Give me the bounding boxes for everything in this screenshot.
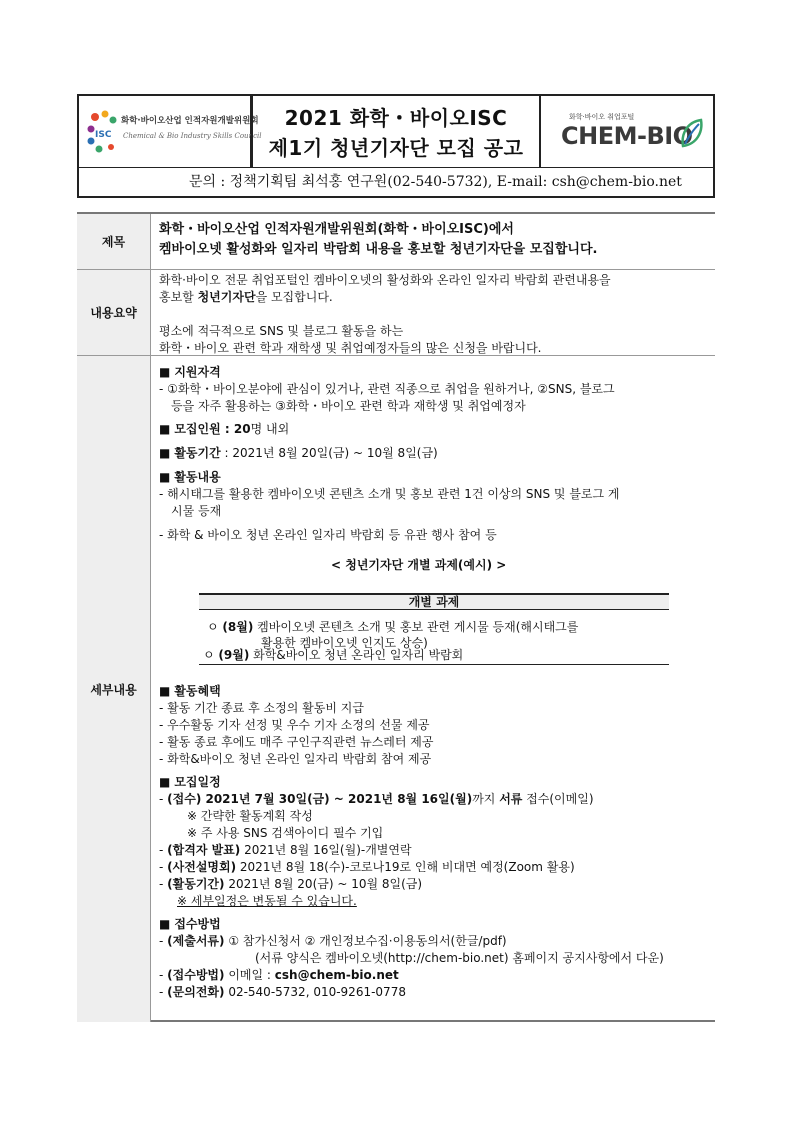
chem-bio-tagline: 화학·바이오 취업포털 — [569, 113, 635, 121]
schedule-item-4: - (활동기간) 2021년 8월 20(금) ~ 10월 8일(금) — [159, 877, 423, 891]
summary-line-1: 화학·바이오 전문 취업포털인 켐바이오넷의 활성화와 온라인 일자리 박람회 관련내용을 — [159, 273, 611, 287]
subject-row — [77, 214, 715, 270]
recruit-count: ■ 모집인원 : 20명 내외 — [159, 422, 290, 436]
benefit-heading: ■ 활동혜택 — [159, 684, 221, 698]
chem-bio-leaf-icon — [675, 116, 709, 150]
schedule-warning: ※ 세부일정은 변동될 수 있습니다. — [177, 894, 357, 908]
details-row — [77, 356, 715, 1022]
qualification-line-1: - ①화학・바이오분야에 관심이 있거나, 관련 직종으로 취업을 원하거나, ②SNS, 블로그 — [159, 382, 615, 396]
activity-line-1: - 해시태그를 활용한 켐바이오넷 콘텐츠 소개 및 홍보 관련 1건 이상의 SNS 및 블로그 게 — [159, 487, 620, 501]
schedule-note-2: ※ 주 사용 SNS 검색아이디 필수 기입 — [187, 826, 384, 840]
summary-content — [151, 270, 715, 357]
summary-line-3: 평소에 적극적으로 SNS 및 블로그 활동을 하는 — [159, 324, 404, 338]
isc-mark-icon — [83, 107, 123, 157]
activity-line-3: - 화학 & 바이오 청년 온라인 일자리 박람회 등 유관 행사 참여 등 — [159, 528, 497, 542]
header-top — [79, 96, 713, 168]
notice-title — [251, 96, 541, 168]
apply-item-1: - (제출서류) ① 참가신청서 ② 개인정보수집·이용동의서(한글/pdf) — [159, 934, 507, 948]
isc-org-subname: Chemical & Bio Industry Skills Council — [123, 132, 262, 140]
summary-row — [77, 270, 715, 356]
chem-bio-logo — [541, 96, 713, 168]
benefit-item-3: - 활동 종료 후에도 매주 구인구직관련 뉴스레터 제공 — [159, 735, 434, 749]
subject-label: 제목 — [77, 214, 151, 269]
benefit-item-4: - 화학&바이오 청년 온라인 일자리 박람회 참여 제공 — [159, 752, 432, 766]
task-item-1: ㅇ (8월) 켐바이오넷 콘텐츠 소개 및 홍보 관련 게시물 등재(해시태그를 — [207, 620, 579, 634]
benefit-item-1: - 활동 기간 종료 후 소정의 활동비 지급 — [159, 701, 364, 715]
summary-line-2: 홍보할 청년기자단을 모집합니다. — [159, 290, 333, 304]
apply-item-1-cont: (서류 양식은 켐바이오넷(http://chem-bio.net) 홈페이지 공지사항에서 다운) — [255, 951, 664, 965]
schedule-heading: ■ 모집일정 — [159, 775, 221, 789]
apply-item-3: - (문의전화) 02-540-5732, 010-9261-0778 — [159, 985, 406, 999]
contact-info: 문의 : 정책기획팀 최석홍 연구원(02-540-5732), E-mail: csh@chem-bio.net — [189, 174, 682, 190]
schedule-note-1: ※ 간략한 활동계획 작성 — [187, 809, 313, 823]
svg-text:ISC: ISC — [95, 130, 112, 140]
details-label: 세부내용 — [77, 356, 151, 1022]
task-table-bottom-rule — [199, 664, 669, 665]
subject-content — [151, 214, 715, 260]
isc-org-name: 화학·바이오산업 인적자원개발위원회 — [121, 116, 259, 126]
qualification-heading: ■ 지원자격 — [159, 365, 221, 379]
apply-email: csh@chem-bio.net — [274, 968, 399, 982]
title-line-1: 2021 화학・바이오ISC — [284, 106, 508, 130]
chem-bio-wordmark: CHEM-BIO — [561, 122, 693, 150]
task-table-header: 개별 과제 — [199, 593, 669, 610]
subject-line-2: 켐바이오넷 활성화와 일자리 박람회 내용을 홍보할 청년기자단을 모집합니다. — [159, 242, 598, 257]
details-content — [151, 356, 715, 1022]
subject-line-1: 화학・바이오산업 인적자원개발위원회(화학・바이오ISC)에서 — [159, 222, 514, 237]
title-line-2: 제1기 청년기자단 모집 공고 — [268, 136, 524, 160]
activity-period: ■ 활동기간 : 2021년 8월 20일(금) ~ 10월 8일(금) — [159, 446, 438, 460]
schedule-item-1: - (접수) 2021년 7월 30일(금) ~ 2021년 8월 16일(월)까지 서류 접수(이메일) — [159, 792, 594, 806]
isc-logo — [79, 96, 262, 168]
task-item-2: ㅇ (9월) 화학&바이오 청년 온라인 일자리 박람회 — [203, 648, 464, 662]
activity-line-2: 시물 등재 — [171, 504, 222, 518]
task-item-1-cont: 활용한 켐바이오넷 인지도 상승) — [261, 636, 428, 650]
schedule-item-3: - (사전설명회) 2021년 8월 18(수)-코로나19로 인해 비대면 예정(Zoom 활용) — [159, 860, 575, 874]
apply-heading: ■ 접수방법 — [159, 917, 221, 931]
task-caption: < 청년기자단 개별 과제(예시) > — [331, 558, 507, 572]
summary-line-4: 화학・바이오 관련 학과 재학생 및 취업예정자들의 많은 신청을 바랍니다. — [159, 341, 542, 355]
notice-header — [77, 94, 715, 198]
qualification-line-2: 등을 자주 활용하는 ③화학・바이오 관련 학과 재학생 및 취업예정자 — [171, 399, 526, 413]
apply-item-2: - (접수방법) 이메일 : csh@chem-bio.net — [159, 968, 399, 982]
schedule-item-2: - (합격자 발표) 2021년 8월 16일(월)-개별연락 — [159, 843, 412, 857]
summary-label: 내용요약 — [77, 270, 151, 355]
benefit-item-2: - 우수활동 기자 선정 및 우수 기자 소정의 선물 제공 — [159, 718, 430, 732]
activity-heading: ■ 활동내용 — [159, 470, 221, 484]
notice-table — [77, 212, 715, 1022]
